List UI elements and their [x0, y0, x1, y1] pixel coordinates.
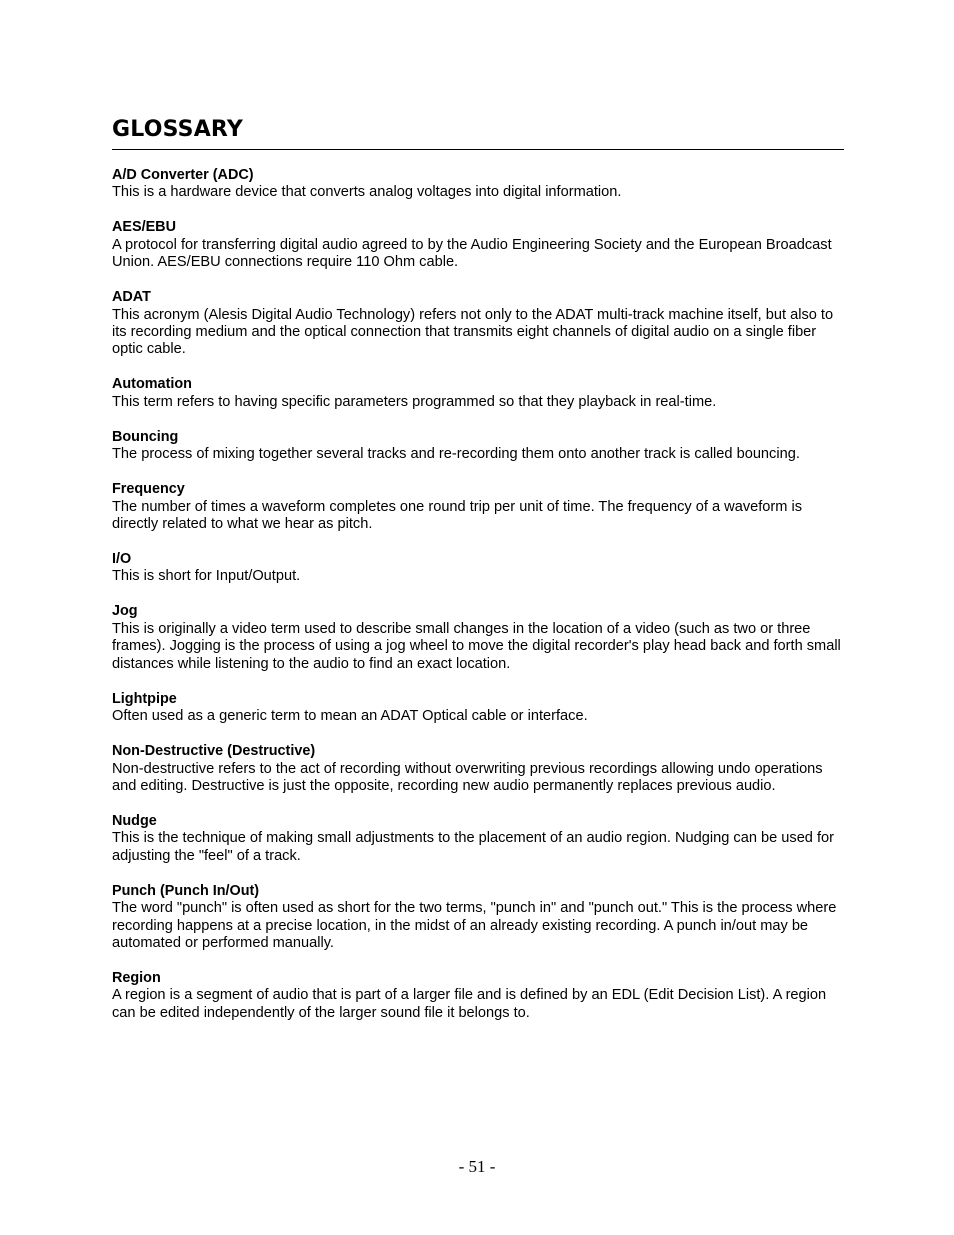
glossary-definition: Non-destructive refers to the act of recording without overwriting previous recordings allowing undo operations and editing. Destructive is just the opposite, recording new audio permanently replaces previous audio.: [112, 760, 823, 794]
glossary-term: A/D Converter (ADC): [112, 167, 254, 183]
glossary-term: Jog: [112, 603, 138, 620]
glossary-term: Punch (Punch In/Out): [112, 882, 260, 899]
glossary-definition: This is the technique of making small adjustments to the placement of an audio region. Nudging can be used for adjusting the "feel" of a track.: [112, 830, 835, 864]
glossary-term: Nudge: [112, 812, 157, 829]
glossary-entry: [112, 167, 844, 202]
glossary-entry: [112, 289, 844, 359]
glossary-term: ADAT: [112, 289, 151, 306]
glossary-list: [112, 167, 844, 1040]
glossary-definition: This acronym (Alesis Digital Audio Technology) refers not only to the ADAT multi-track machine itself, but also to its recording medium and the optical connection that transmits eight channels of digital audio on a single fiber optic cable.: [112, 306, 834, 358]
document-page: [112, 0, 844, 1235]
glossary-entry: [112, 691, 844, 726]
glossary-term: Frequency: [112, 481, 185, 498]
glossary-entry: [112, 551, 844, 586]
glossary-definition: The process of mixing together several tracks and re-recording them onto another track is called bouncing.: [112, 446, 800, 463]
glossary-entry: [112, 743, 844, 795]
glossary-term: Non-Destructive (Destructive): [112, 743, 316, 760]
glossary-definition: The word "punch" is often used as short for the two terms, "punch in" and "punch out." This is the process where recording happens at a precise location, in the midst of an already existing recording. A punch in/out may be automated or performed manually.: [112, 900, 837, 951]
glossary-definition: The number of times a waveform completes one round trip per unit of time. The frequency of a waveform is directly related to what we hear as pitch.: [112, 498, 803, 533]
glossary-term: Bouncing: [112, 428, 179, 445]
glossary-definition: A region is a segment of audio that is part of a larger file and is defined by an EDL (Edit Decision List). A region can be edited independently of the larger sound file it belongs to.: [112, 987, 827, 1021]
glossary-entry: [112, 970, 844, 1022]
page-title: GLOSSARY: [112, 117, 243, 142]
glossary-definition: A protocol for transferring digital audio agreed to by the Audio Engineering Society and the European Broadcast Union. AES/EBU connections require 110 Ohm cable.: [112, 236, 832, 271]
glossary-definition: This is short for Input/Output.: [112, 568, 301, 585]
glossary-definition: This term refers to having specific parameters programmed so that they playback in real-time.: [112, 393, 717, 410]
glossary-term: Automation: [112, 376, 192, 393]
glossary-entry: [112, 481, 844, 533]
glossary-entry: [112, 429, 844, 464]
glossary-entry: [112, 603, 844, 673]
glossary-definition: Often used as a generic term to mean an ADAT Optical cable or interface.: [112, 708, 588, 725]
glossary-definition: This is a hardware device that converts analog voltages into digital information.: [112, 184, 622, 201]
glossary-entry: [112, 813, 844, 865]
glossary-entry: [112, 883, 844, 953]
glossary-term: Region: [112, 969, 161, 986]
title-divider: [112, 149, 844, 150]
glossary-term: Lightpipe: [112, 690, 177, 707]
page-number: - 51 -: [458, 1157, 496, 1176]
glossary-term: AES/EBU: [112, 219, 176, 236]
glossary-term: I/O: [112, 551, 132, 568]
glossary-definition: This is originally a video term used to describe small changes in the location of a video (such as two or three frames). Jogging is the process of using a jog wheel to move the digital recorder's play head back and forth small distances while listening to the audio to find an exact location.: [112, 620, 841, 672]
glossary-entry: [112, 376, 844, 411]
glossary-entry: [112, 219, 844, 271]
